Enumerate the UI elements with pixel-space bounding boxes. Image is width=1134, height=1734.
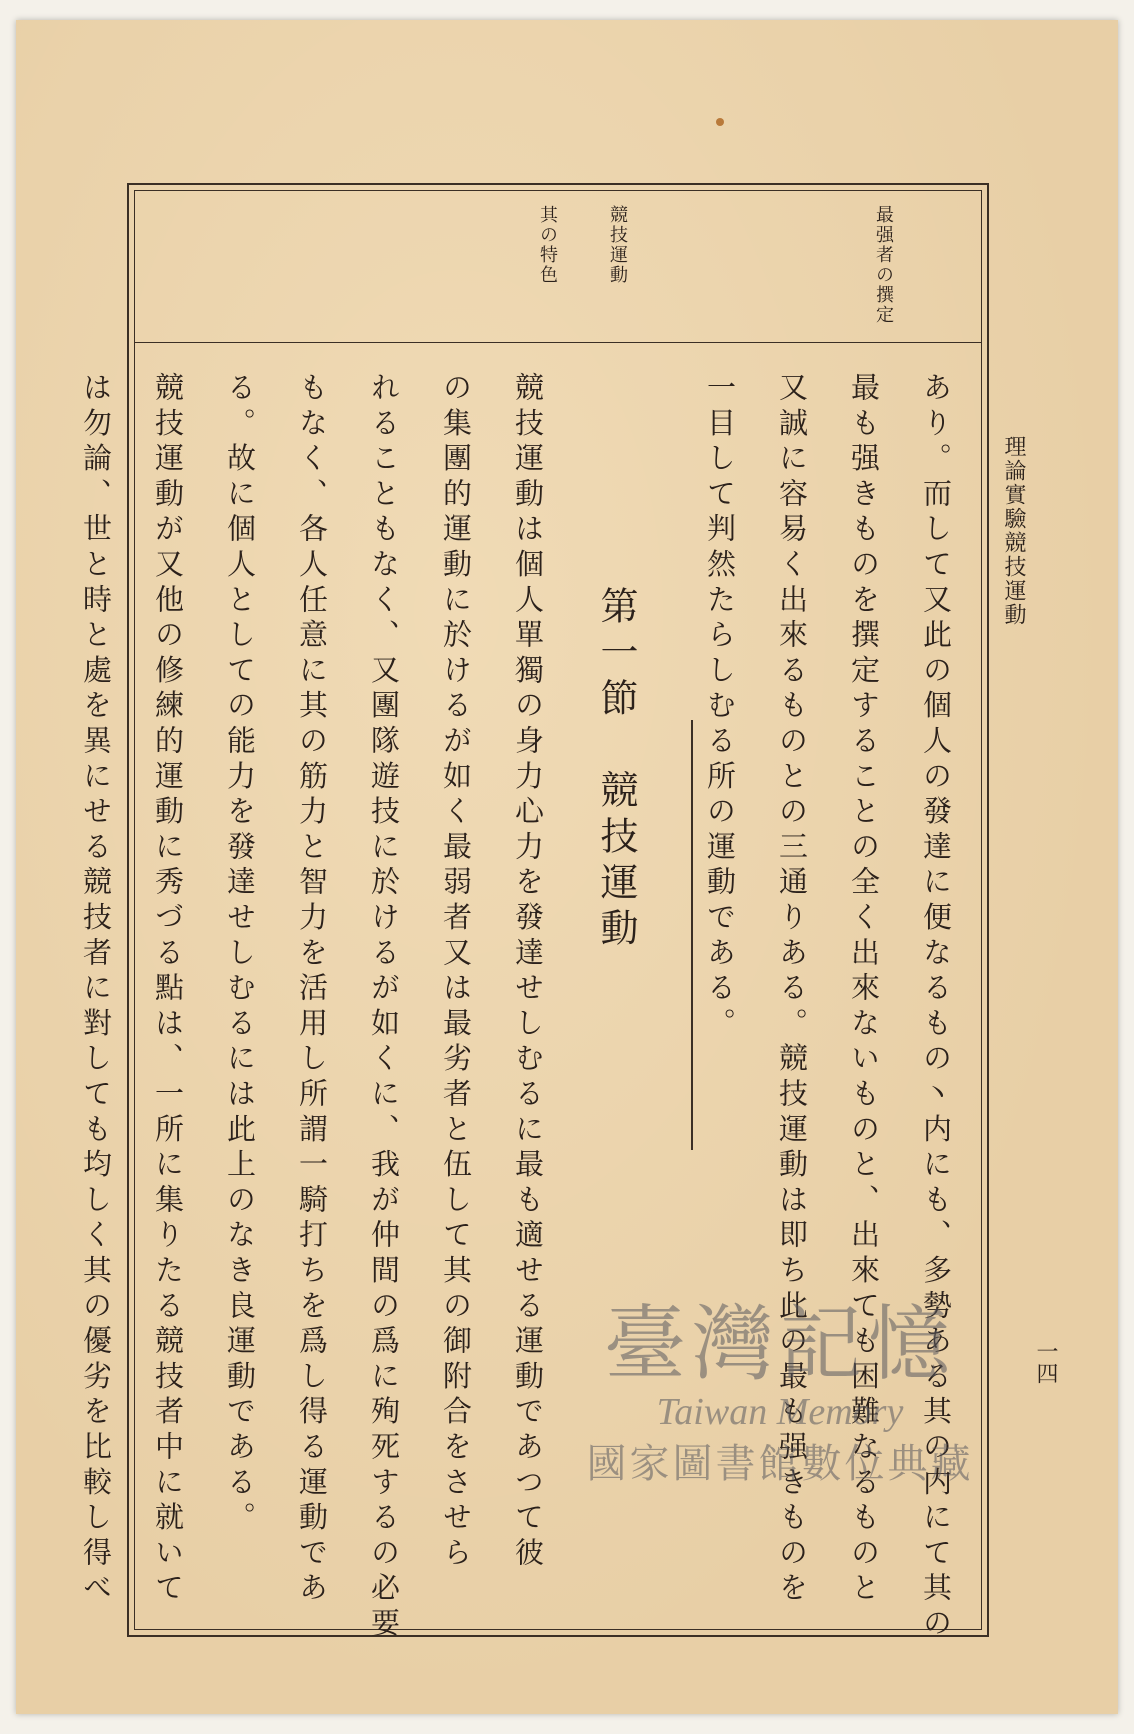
paper-stain xyxy=(716,118,724,126)
body-text-column: は勿論、世と時と處を異にせる競技者に對しても均しく其の優劣を比較し得べ xyxy=(79,372,113,1608)
body-text-column: 競技運動が又他の修練的運動に秀づる點は、一所に集りたる競技者中に就いて xyxy=(151,372,185,1608)
marginal-gloss: 最强者の撰定 xyxy=(873,205,894,325)
body-text-column: 最も强きものを撰定することの全く出來ないものと、出來ても困難なるものと xyxy=(847,372,881,1608)
watermark xyxy=(500,1297,1060,1600)
watermark-english: Taiwan Memory xyxy=(656,1391,904,1433)
body-text-column: れることもなく、又團隊遊技に於けるが如くに、我が仲間の爲に殉死するの必要 xyxy=(367,372,401,1643)
body-text-column: 一目して判然たらしむる所の運動である。 xyxy=(703,372,737,1043)
body-text-column: 競技運動は個人單獨の身力心力を發達せしむるに最も適せる運動であつて彼 xyxy=(511,372,545,1573)
marginal-gloss-divider xyxy=(134,342,982,343)
watermark-chinese-logo: 臺灣記憶 xyxy=(603,1297,956,1392)
marginal-gloss: 其の特色 xyxy=(537,205,558,285)
body-text-column: る。故に個人としての能力を發達せしむるには此上のなき良運動である。 xyxy=(223,372,257,1537)
section-divider-line xyxy=(691,720,693,1150)
marginal-gloss: 競技運動 xyxy=(607,205,628,285)
body-text-column: もなく、各人任意に其の筋力と智力を活用し所謂一騎打ちを爲し得る運動であ xyxy=(295,372,329,1608)
page-number: 一四 xyxy=(1033,1340,1058,1384)
body-text-column: あり。而して又此の個人の發達に便なるもの丶内にも、多勢ある其の内にて其の xyxy=(919,372,953,1643)
watermark-institution: 國家圖書館數位典藏 xyxy=(586,1441,974,1487)
section-heading: 第一節 競技運動 xyxy=(594,586,638,954)
running-header-title: 理論實驗競技運動 xyxy=(1001,435,1026,627)
body-text-column: の集團的運動に於けるが如く最弱者又は最劣者と伍して其の御附合をさせら xyxy=(439,372,473,1573)
body-text-column: 又誠に容易く出來るものとの三通りある。競技運動は即ち此の最も强きものを xyxy=(775,372,809,1608)
